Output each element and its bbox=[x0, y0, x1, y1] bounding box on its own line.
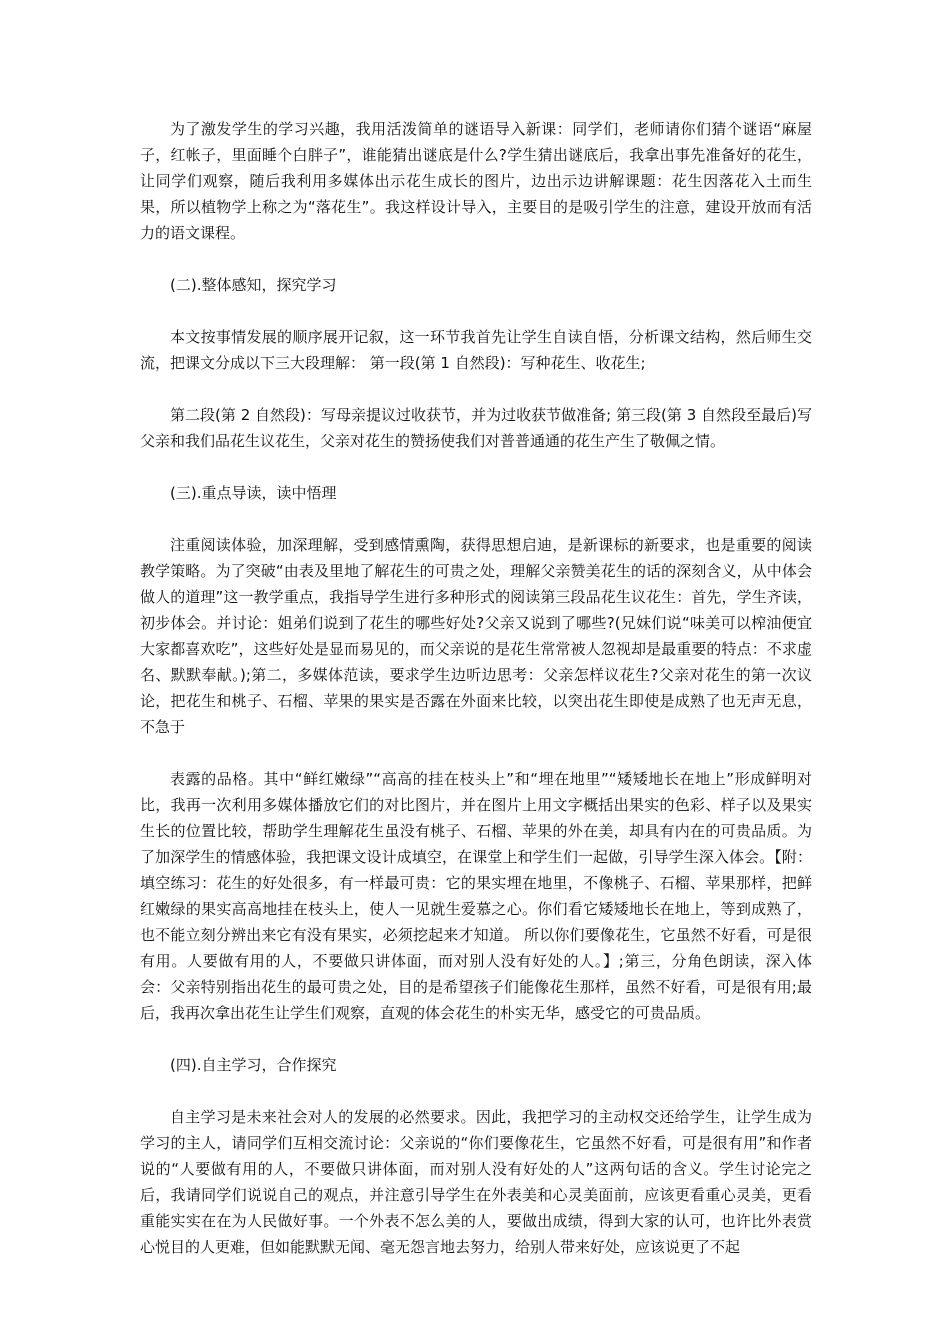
paragraph-structure: 本文按事情发展的顺序展开记叙，这一环节我首先让学生自读自悟，分析课文结构，然后师生交流，把课文分成以下三大段理解： 第一段(第 1 自然段)：写种花生、收花生; bbox=[140, 328, 812, 372]
section-heading-2: (二).整体感知，探究学习 bbox=[170, 276, 337, 294]
paragraph-reading-guide: 注重阅读体验，加深理解，受到感情熏陶，获得思想启迪，是新课标的新要求，也是重要的阅读教学策略。为了突破“由表及里地了解花生的可贵之处，理解父亲赞美花生的话的深刻含义，从中体会做人的道理”这一教学重点，我指导学生进行多种形式的阅读第三段品花生议花生：首先，学生齐读，初步体会。并讨论：姐弟们说到了花生的哪些好处?父亲又说到了哪些?(兄妹们说“味美可以榨油便宜大家都喜欢吃”，这些好处是显而易见的，而父亲说的是花生常常被人忽视却是最重要的特点：不求虚名、默默奉献。);第二，多媒体范读，要求学生边听边思考：父亲怎样议花生?父亲对花生的第一次议论，把花生和桃子、石榴、苹果的果实是否露在外面来比较，以突出花生即使是成熟了也无声无息，不急于 bbox=[140, 536, 812, 736]
paragraph-sections: 第二段(第 2 自然段)：写母亲提议过收获节，并为过收获节做准备; 第三段(第 3 自然段至最后)写父亲和我们品花生议花生，父亲对花生的赞扬使我们对普普通通的花生产生了敬佩之情。 bbox=[140, 406, 812, 450]
paragraph-character: 表露的品格。其中“鲜红嫩绿”“高高的挂在枝头上”和“埋在地里”“矮矮地长在地上”形成鲜明对比，我再一次利用多媒体播放它们的对比图片，并在图片上用文字概括出果实的色彩、样子以及果实生长的位置比较，帮助学生理解花生虽没有桃子、石榴、苹果的外在美，却具有内在的可贵品质。为了加深学生的情感体验，我把课文设计成填空，在课堂上和学生们一起做，引导学生深入体会。【附：填空练习：花生的好处很多，有一样最可贵：它的果实埋在地里，不像桃子、石榴、苹果那样，把鲜红嫩绿的果实高高地挂在枝头上，使人一见就生爱慕之心。你们看它矮矮地长在地上，等到成熟了，也不能立刻分辨出来它有没有果实，必须挖起来才知道。 所以你们要像花生，它虽然不好看，可是很有用。人要做有用的人，不要做只讲体面，而对别人没有好处的人。】;第三，分角色朗读，深入体会：父亲特别指出花生的最可贵之处，目的是希望孩子们能像花生那样，虽然不好看，可是很有用;最后，我再次拿出花生让学生们观察，直观的体会花生的朴实无华，感受它的可贵品质。 bbox=[140, 770, 812, 1022]
section-heading-3: (三).重点导读，读中悟理 bbox=[170, 484, 337, 502]
paragraph-intro: 为了激发学生的学习兴趣，我用活泼简单的谜语导入新课：同学们，老师请你们猜个谜语“麻屋子，红帐子，里面睡个白胖子”，谁能猜出谜底是什么?学生猜出谜底后，我拿出事先准备好的花生，让同学们观察，随后我利用多媒体出示花生成长的图片，边出示边讲解课题：花生因落花入土而生果，所以植物学上称之为“落花生”。我这样设计导入，主要目的是吸引学生的注意，建设开放而有活力的语文课程。 bbox=[140, 120, 812, 242]
paragraph-self-study: 自主学习是未来社会对人的发展的必然要求。因此，我把学习的主动权交还给学生，让学生成为学习的主人，请同学们互相交流讨论：父亲说的“你们要像花生，它虽然不好看，可是很有用”和作者说的“人要做有用的人，不要做只讲体面，而对别人没有好处的人”这两句话的含义。学生讨论完之后，我请同学们说说自己的观点，并注意引导学生在外表美和心灵美面前，应该更看重心灵美，更看重能实实在在为人民做好事。一个外表不怎么美的人，要做出成绩，得到大家的认可，也许比外表赏心悦目的人更难，但如能默默无闻、毫无怨言地去努力，给别人带来好处，应该说更了不起 bbox=[140, 1108, 812, 1256]
section-heading-4: (四).自主学习，合作探究 bbox=[170, 1056, 337, 1074]
document-body bbox=[140, 116, 812, 1286]
